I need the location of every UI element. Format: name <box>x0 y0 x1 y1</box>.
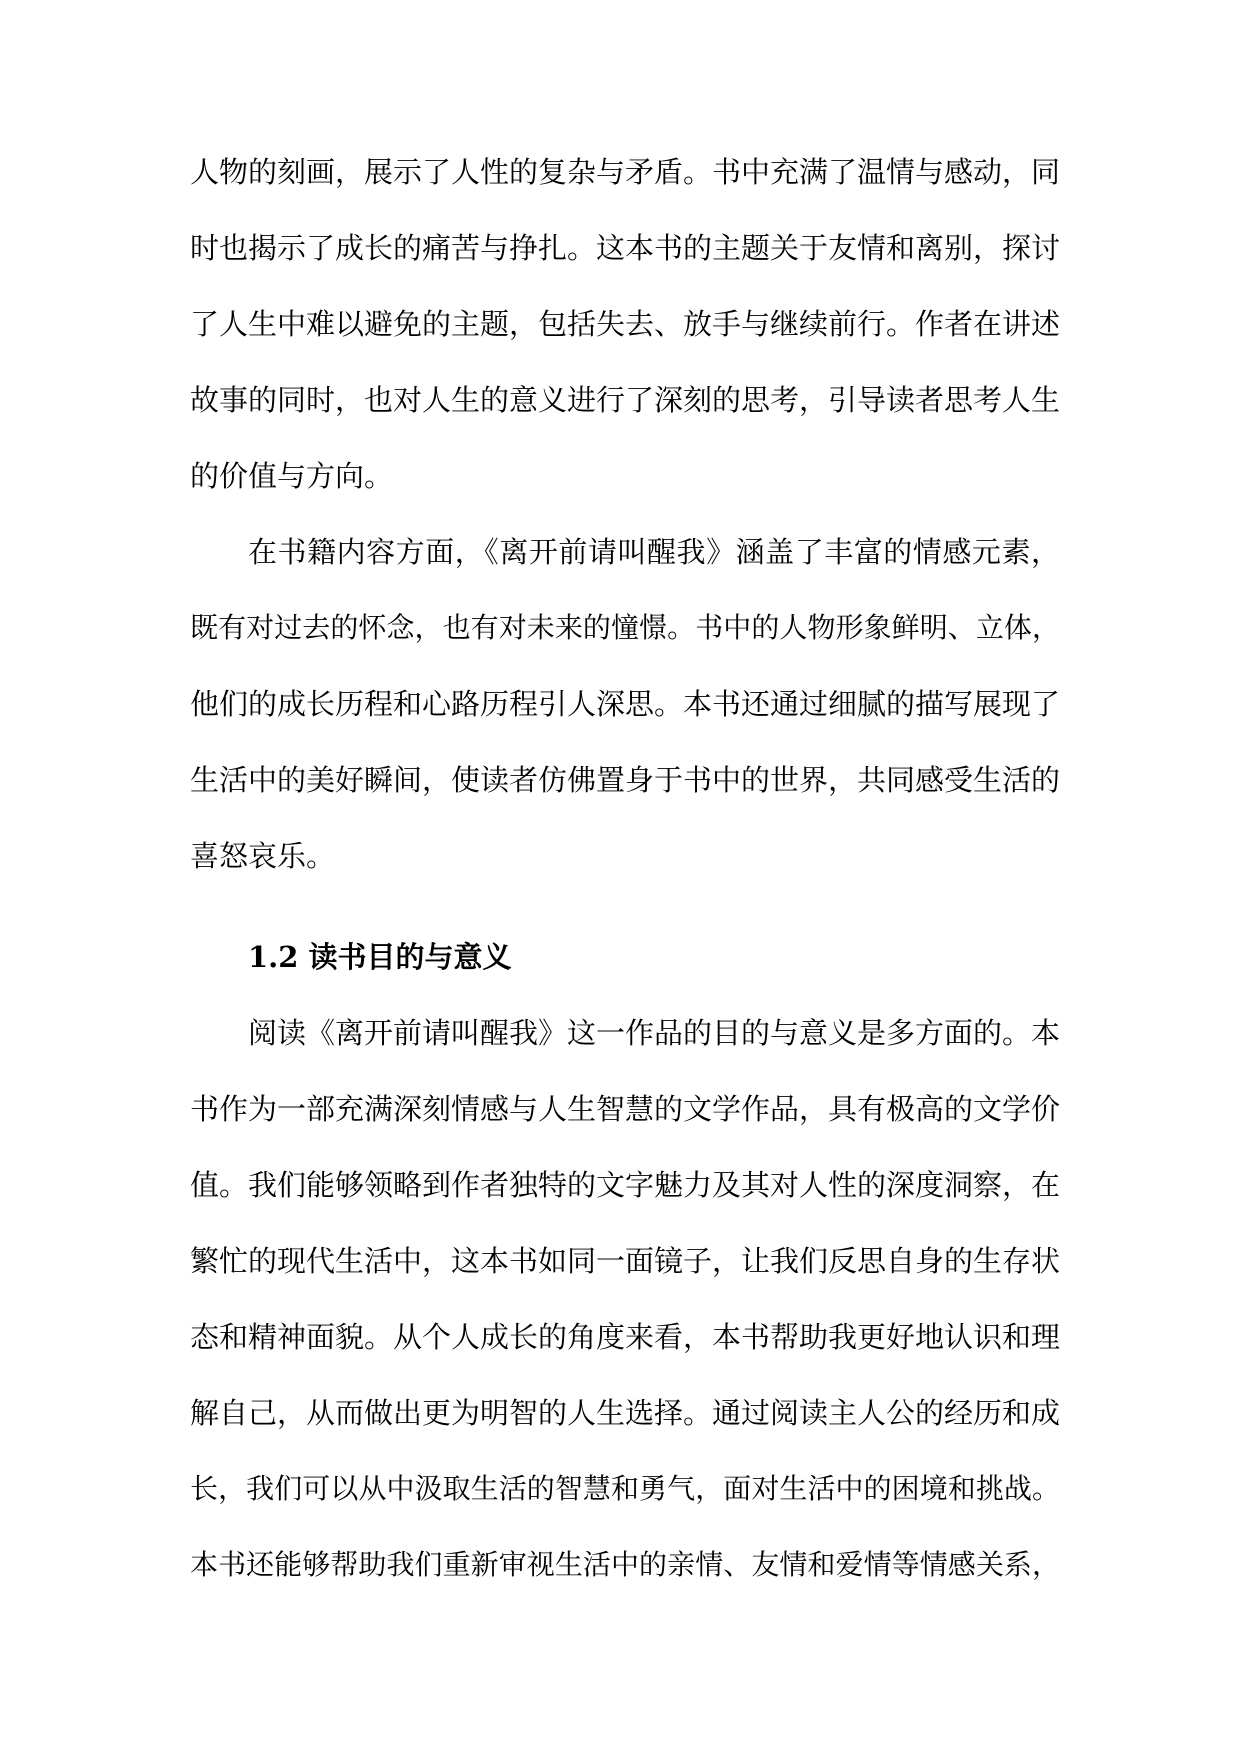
paragraph-3-line-1: 阅读《离开前请叫醒我》这一作品的目的与意义是多方面的。本 <box>248 1016 1061 1050</box>
paragraph-2-line-5: 喜怒哀乐。 <box>190 839 336 873</box>
paragraph-1-line-1: 人物的刻画，展示了人性的复杂与矛盾。书中充满了温情与感动，同 <box>190 155 1061 189</box>
section-heading: 1.2 读书目的与意义 <box>248 940 512 974</box>
paragraph-2-line-2: 既有对过去的怀念，也有对未来的憧憬。书中的人物形象鲜明、立体， <box>190 611 1060 644</box>
paragraph-1-line-4: 故事的同时，也对人生的意义进行了深刻的思考，引导读者思考人生 <box>190 383 1061 417</box>
paragraph-1-line-5: 的价值与方向。 <box>190 459 394 493</box>
paragraph-3-line-2: 书作为一部充满深刻情感与人生智慧的文学作品，具有极高的文学价 <box>190 1092 1061 1126</box>
paragraph-1-line-3: 了人生中难以避免的主题，包括失去、放手与继续前行。作者在讲述 <box>190 307 1061 341</box>
paragraph-3-line-4: 繁忙的现代生活中，这本书如同一面镜子，让我们反思自身的生存状 <box>190 1244 1061 1278</box>
paragraph-2-line-1: 在书籍内容方面，《离开前请叫醒我》涵盖了丰富的情感元素， <box>248 535 1060 569</box>
paragraph-3-line-7: 长，我们可以从中汲取生活的智慧和勇气，面对生活中的困境和挑战。 <box>190 1472 1060 1505</box>
paragraph-3-line-3: 值。我们能够领略到作者独特的文字魅力及其对人性的深度洞察，在 <box>190 1168 1061 1202</box>
paragraph-3-line-6: 解自己，从而做出更为明智的人生选择。通过阅读主人公的经历和成 <box>190 1396 1061 1430</box>
paragraph-3-line-5: 态和精神面貌。从个人成长的角度来看，本书帮助我更好地认识和理 <box>190 1320 1061 1354</box>
paragraph-2-line-3: 他们的成长历程和心路历程引人深思。本书还通过细腻的描写展现了 <box>190 687 1061 721</box>
paragraph-3-line-8: 本书还能够帮助我们重新审视生活中的亲情、友情和爱情等情感关系， <box>190 1548 1060 1581</box>
paragraph-1-line-2: 时也揭示了成长的痛苦与挣扎。这本书的主题关于友情和离别，探讨 <box>190 231 1061 265</box>
paragraph-2-line-4: 生活中的美好瞬间，使读者仿佛置身于书中的世界，共同感受生活的 <box>190 763 1061 797</box>
